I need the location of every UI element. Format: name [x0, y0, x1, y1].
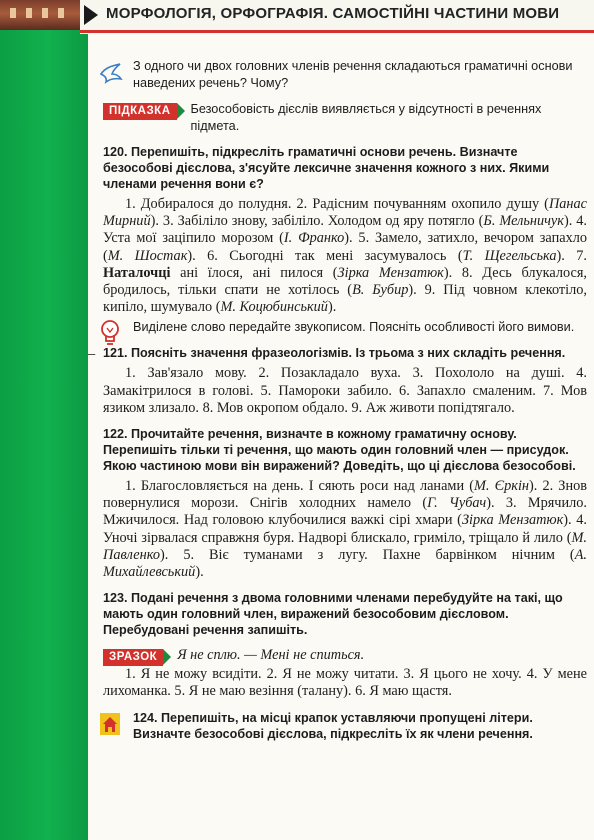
- sentence-text: 1. Зав'язало мову. 2. Позакладало вуха. 3. Похололо на душі. 4. Замакітрилося в голові. 5. Памороки забило. 6. Запахло смаленим. 7. Мов язиком злизало. 8. Мов окропом обдало. 9. Аж животи попідтягало.: [103, 365, 587, 416]
- sentence-text: ). 5. Замело, затихло, вечором запахло (: [103, 230, 588, 264]
- author-name: Г. Чубач: [427, 495, 487, 512]
- task-120-body: [103, 196, 587, 316]
- hint-text: Безособовість дієслів виявляється у відсутності в реченнях підмета.: [190, 102, 542, 133]
- sentence-text: 1. Благословляється на день. І сяють роси над ланами (: [125, 478, 474, 495]
- page-title: МОРФОЛОГІЯ, ОРФОГРАФІЯ. САМОСТІЙНІ ЧАСТИНИ МОВИ: [106, 5, 560, 22]
- task-124-title: 124. Перепишіть, на місці крапок уставляючи пропущені літери. Визначте безособові дієслова, підкресліть їх як члени речення.: [133, 710, 533, 741]
- hint-label: ПІДКАЗКА: [103, 103, 177, 120]
- sentence-text: ). 5. Віє туманами з лугу. Пахне барвінком нічним (: [160, 546, 575, 563]
- sample-block: [103, 647, 587, 666]
- author-name: Зірка Мензатюк: [461, 512, 564, 529]
- sample-text: Я не сплю. — Мені не спиться.: [177, 647, 365, 664]
- header-rule: [80, 30, 594, 33]
- sample-label: ЗРАЗОК: [103, 649, 163, 666]
- task-120-title: 120. Перепишіть, підкресліть граматичні основи речень. Визначте безособові дієслова, з'ясуйте лексичне значення кожного з них. Якими членами речення вони є?: [103, 145, 550, 191]
- author-name: М. Єркін: [473, 478, 530, 495]
- sentence-text: ). 9. Під човном клекотіло, кипіло, шумувало (: [103, 282, 587, 316]
- sentence-text: ).: [195, 564, 204, 581]
- home-icon: [99, 712, 121, 741]
- author-name: М. Шостак: [107, 247, 188, 264]
- page-header: [80, 0, 594, 34]
- sentence-text: ). 4. Уста мої заціпило морозом (: [103, 213, 587, 247]
- task-122-body: [103, 478, 587, 581]
- sentence-text: 1. Добиралося до полудня. 2. Радісним почуванням охопило душу (: [125, 196, 549, 212]
- hint-block: [103, 101, 587, 135]
- task-121-block: [88, 345, 587, 362]
- author-name: Б. Мельничук: [483, 213, 564, 230]
- header-thumbnail-image: [0, 0, 80, 30]
- sample-body: [103, 666, 587, 700]
- sentence-text: ). 8. Десь блукалося, бродилось, тільки спати не хотілось (: [103, 264, 587, 299]
- highlighted-word: Наталочці: [103, 264, 171, 281]
- task-121-body: [103, 365, 587, 417]
- author-name: В. Бубир: [352, 282, 409, 299]
- sentence-text: ). 4. Уночі зірвалася справжня буря. Надворі блискало, гриміло, тріщало й лило (: [103, 512, 588, 546]
- sentence-text: ). 2. Знов повернулися морози. Снігів холодних намело (: [103, 478, 587, 512]
- bird-icon: [99, 62, 123, 89]
- question-block: [103, 58, 587, 92]
- sentence-text: ). 6. Сьогодні так мені засумувалось (: [187, 247, 463, 264]
- sentence-text: ). 7.: [556, 247, 587, 264]
- sentence-text: ). 3. Мрячило. Мжичилося. Над головою клубочилися важкі сірі хмари (: [103, 495, 587, 529]
- author-name: Т. Щегельська: [462, 247, 557, 264]
- author-name: Зірка Мензатюк: [337, 264, 444, 281]
- header-arrow-icon: [84, 5, 98, 25]
- author-name: М. Коцюбинський: [220, 299, 328, 316]
- sentence-text: ).: [327, 299, 337, 316]
- author-name: Панас Мирний: [103, 196, 587, 230]
- sentence-text: ані їлося, ані пилося (: [170, 264, 338, 281]
- note-text: Виділене слово передайте звукописом. Поясніть особливості його вимови.: [133, 320, 575, 335]
- sentence-text: ). 3. Забіліло знову, забіліло. Холодом од яру потягло (: [150, 213, 484, 230]
- author-name: А. Михайлевський: [103, 546, 587, 581]
- note-block: [103, 319, 587, 336]
- task-121-title: 121. Поясніть значення фразеологізмів. Із трьома з них складіть речення.: [103, 346, 566, 361]
- author-name: М. Павленко: [103, 529, 587, 563]
- side-color-bar: [0, 0, 88, 840]
- page-content: [88, 58, 588, 742]
- margin-mark: –: [88, 346, 96, 362]
- task-124-block: [103, 710, 587, 742]
- question-text: З одного чи двох головних членів речення складаються граматичні основи наведених речень? Чому?: [133, 59, 573, 90]
- task-123-title: 123. Подані речення з двома головними членами перебудуйте на такі, що мають один головний член, виражений безособовим дієсловом. Перебудовані речення запишіть.: [103, 591, 563, 638]
- sample-sentences: 1. Я не можу всидіти. 2. Я не можу читати. 3. Я цього не хочу. 4. У мене лихоманка. 5. Я не маю везіння (талану). 6. Я маю щастя.: [103, 666, 587, 700]
- task-122-title: 122. Прочитайте речення, визначте в кожному граматичну основу. Перепишіть тільки ті речення, що мають один головний член — присудок. Якою частиною мови він виражений? Доведіть, що ці дієслова безособові.: [103, 427, 576, 474]
- author-name: І. Франко: [283, 230, 345, 247]
